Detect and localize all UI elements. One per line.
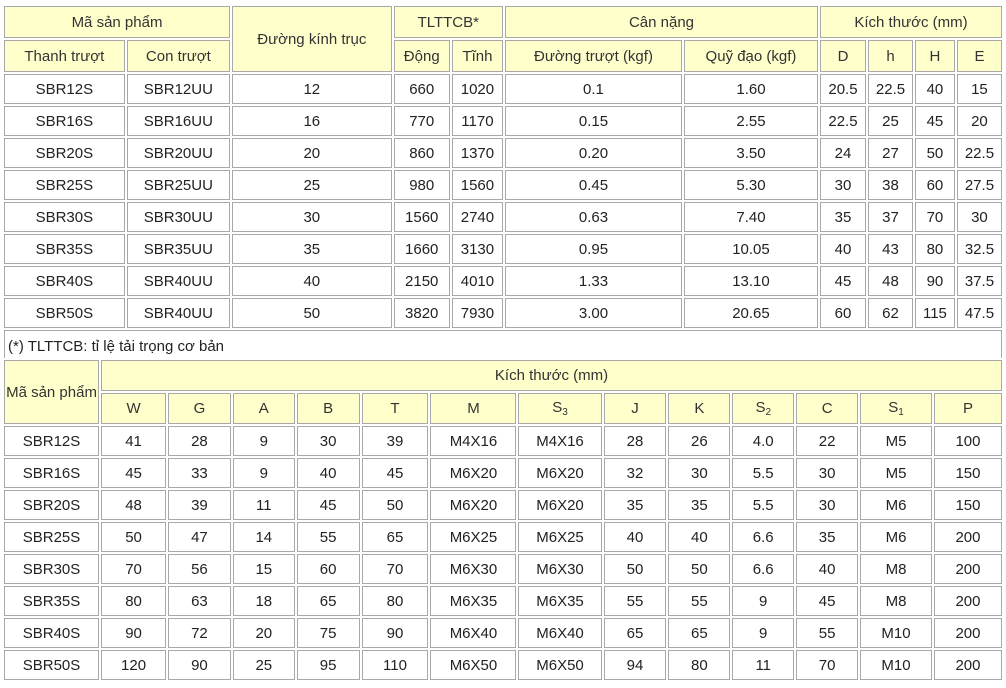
cell-p: 200	[934, 618, 1002, 648]
cell-h: 60	[915, 170, 955, 200]
cell-m: M6X50	[430, 650, 516, 680]
cell-k: 55	[668, 586, 730, 616]
cell-shaft: 50	[232, 298, 392, 328]
cell-p: 100	[934, 426, 1002, 456]
cell-m: M6X40	[430, 618, 516, 648]
cell-stat: 3130	[452, 234, 503, 264]
header-dim-S3-subscript: 3	[562, 407, 568, 418]
cell-s1: M6	[860, 522, 932, 552]
cell-code: SBR16S	[4, 458, 99, 488]
header-rail: Thanh trượt	[4, 40, 125, 72]
cell-block: SBR30UU	[127, 202, 230, 232]
cell-m: M6X30	[430, 554, 516, 584]
cell-t: 110	[362, 650, 429, 680]
cell-rail: SBR12S	[4, 74, 125, 104]
cell-w: 90	[101, 618, 166, 648]
cell-a: 11	[233, 490, 295, 520]
cell-shaft: 35	[232, 234, 392, 264]
header-dim-S1-subscript: 1	[898, 407, 904, 418]
cell-c: 70	[796, 650, 858, 680]
cell-shaft: 30	[232, 202, 392, 232]
cell-j: 28	[604, 426, 667, 456]
cell-shaft: 20	[232, 138, 392, 168]
cell-g: 28	[168, 426, 231, 456]
cell-h: 43	[868, 234, 913, 264]
header-dim-C: C	[796, 393, 858, 424]
cell-j: 50	[604, 554, 667, 584]
cell-block: SBR35UU	[127, 234, 230, 264]
cell-c: 40	[796, 554, 858, 584]
cell-g: 90	[168, 650, 231, 680]
cell-t: 50	[362, 490, 429, 520]
cell-a: 18	[233, 586, 295, 616]
cell-w: 48	[101, 490, 166, 520]
cell-dyn: 860	[394, 138, 450, 168]
cell-w-rail: 10.05	[684, 234, 818, 264]
cell-m: M4X16	[430, 426, 516, 456]
cell-j: 94	[604, 650, 667, 680]
cell-a: 20	[233, 618, 295, 648]
cell-p: 200	[934, 586, 1002, 616]
header-dim-T: T	[362, 393, 429, 424]
spec-table-body	[4, 74, 1002, 328]
cell-w-rail: 5.30	[684, 170, 818, 200]
cell-w: 120	[101, 650, 166, 680]
cell-j: 65	[604, 618, 667, 648]
table-row	[4, 650, 1002, 680]
cell-shaft: 12	[232, 74, 392, 104]
cell-b: 45	[297, 490, 360, 520]
cell-stat: 2740	[452, 202, 503, 232]
cell-w-block: 3.00	[505, 298, 682, 328]
cell-w: 70	[101, 554, 166, 584]
cell-e: 22.5	[957, 138, 1002, 168]
cell-dyn: 2150	[394, 266, 450, 296]
header-dim-B: B	[297, 393, 360, 424]
header-dim-h: h	[868, 40, 913, 72]
cell-b: 55	[297, 522, 360, 552]
cell-w-block: 0.15	[505, 106, 682, 136]
cell-s2: 5.5	[732, 490, 794, 520]
cell-s3: M6X20	[518, 458, 601, 488]
cell-c: 35	[796, 522, 858, 552]
cell-s2: 9	[732, 618, 794, 648]
cell-a: 15	[233, 554, 295, 584]
cell-s3: M6X20	[518, 490, 601, 520]
cell-w: 41	[101, 426, 166, 456]
cell-d: 60	[820, 298, 866, 328]
cell-s1: M6	[860, 490, 932, 520]
cell-rail: SBR20S	[4, 138, 125, 168]
cell-w-rail: 13.10	[684, 266, 818, 296]
cell-p: 200	[934, 650, 1002, 680]
cell-h: 45	[915, 106, 955, 136]
header-dim-A: A	[233, 393, 295, 424]
cell-a: 25	[233, 650, 295, 680]
cell-code: SBR35S	[4, 586, 99, 616]
cell-stat: 1020	[452, 74, 503, 104]
cell-s2: 4.0	[732, 426, 794, 456]
cell-d: 45	[820, 266, 866, 296]
table-row	[4, 234, 1002, 264]
cell-dyn: 3820	[394, 298, 450, 328]
header-dim-E: E	[957, 40, 1002, 72]
dimension-table	[2, 358, 1004, 682]
cell-h: 38	[868, 170, 913, 200]
table-row	[4, 618, 1002, 648]
header-product-code: Mã sản phẩm	[4, 6, 230, 38]
cell-d: 24	[820, 138, 866, 168]
cell-c: 55	[796, 618, 858, 648]
header-dim-W: W	[101, 393, 166, 424]
cell-s1: M8	[860, 586, 932, 616]
cell-dyn: 1660	[394, 234, 450, 264]
cell-b: 40	[297, 458, 360, 488]
header-dimensions: Kích thước (mm)	[101, 360, 1002, 391]
cell-stat: 1370	[452, 138, 503, 168]
cell-code: SBR12S	[4, 426, 99, 456]
table-row	[4, 170, 1002, 200]
cell-m: M6X20	[430, 458, 516, 488]
cell-t: 80	[362, 586, 429, 616]
cell-t: 65	[362, 522, 429, 552]
cell-stat: 7930	[452, 298, 503, 328]
cell-p: 200	[934, 522, 1002, 552]
header-dim-S3	[518, 393, 601, 424]
cell-k: 50	[668, 554, 730, 584]
cell-w-rail: 1.60	[684, 74, 818, 104]
cell-dyn: 660	[394, 74, 450, 104]
cell-block: SBR20UU	[127, 138, 230, 168]
header-block: Con trượt	[127, 40, 230, 72]
cell-j: 32	[604, 458, 667, 488]
cell-t: 70	[362, 554, 429, 584]
cell-rail: SBR40S	[4, 266, 125, 296]
header-static: Tĩnh	[452, 40, 503, 72]
header-weight-rail: Quỹ đạo (kgf)	[684, 40, 818, 72]
cell-rail: SBR30S	[4, 202, 125, 232]
cell-a: 9	[233, 426, 295, 456]
header-shaft-diameter: Đường kính trục	[232, 6, 392, 72]
cell-e: 32.5	[957, 234, 1002, 264]
header-dim-H: H	[915, 40, 955, 72]
cell-w-rail: 2.55	[684, 106, 818, 136]
cell-d: 20.5	[820, 74, 866, 104]
table-row	[4, 106, 1002, 136]
header-product-code: Mã sản phẩm	[4, 360, 99, 424]
cell-block: SBR16UU	[127, 106, 230, 136]
cell-code: SBR25S	[4, 522, 99, 552]
cell-d: 22.5	[820, 106, 866, 136]
cell-s2: 11	[732, 650, 794, 680]
cell-code: SBR20S	[4, 490, 99, 520]
header-weight-block: Đường trượt (kgf)	[505, 40, 682, 72]
header-dim-P: P	[934, 393, 1002, 424]
cell-s3: M6X40	[518, 618, 601, 648]
cell-e: 47.5	[957, 298, 1002, 328]
cell-shaft: 16	[232, 106, 392, 136]
cell-m: M6X25	[430, 522, 516, 552]
cell-dyn: 770	[394, 106, 450, 136]
header-dim-M: M	[430, 393, 516, 424]
cell-rail: SBR35S	[4, 234, 125, 264]
cell-block: SBR25UU	[127, 170, 230, 200]
cell-h: 115	[915, 298, 955, 328]
cell-k: 40	[668, 522, 730, 552]
cell-s3: M6X35	[518, 586, 601, 616]
cell-e: 30	[957, 202, 1002, 232]
cell-dyn: 1560	[394, 202, 450, 232]
cell-s3: M6X50	[518, 650, 601, 680]
cell-dyn: 980	[394, 170, 450, 200]
cell-c: 30	[796, 458, 858, 488]
cell-w-block: 0.63	[505, 202, 682, 232]
cell-s2: 6.6	[732, 522, 794, 552]
header-dim-J: J	[604, 393, 667, 424]
cell-w-rail: 7.40	[684, 202, 818, 232]
cell-stat: 1560	[452, 170, 503, 200]
cell-g: 63	[168, 586, 231, 616]
cell-block: SBR40UU	[127, 298, 230, 328]
header-dim-S2-letter: S	[755, 399, 766, 416]
cell-s2: 9	[732, 586, 794, 616]
cell-s3: M4X16	[518, 426, 601, 456]
cell-h: 90	[915, 266, 955, 296]
header-dim-S2-subscript: 2	[765, 407, 772, 418]
cell-s3: M6X30	[518, 554, 601, 584]
cell-rail: SBR50S	[4, 298, 125, 328]
cell-h: 50	[915, 138, 955, 168]
table-row	[4, 490, 1002, 520]
spec-table	[2, 4, 1004, 364]
dimension-table-body	[4, 426, 1002, 680]
table-row	[4, 202, 1002, 232]
cell-h: 40	[915, 74, 955, 104]
cell-c: 45	[796, 586, 858, 616]
cell-e: 20	[957, 106, 1002, 136]
cell-g: 47	[168, 522, 231, 552]
cell-stat: 4010	[452, 266, 503, 296]
cell-w-block: 0.45	[505, 170, 682, 200]
table-row	[4, 298, 1002, 328]
table-row	[4, 74, 1002, 104]
table-row	[4, 554, 1002, 584]
cell-g: 39	[168, 490, 231, 520]
cell-h: 48	[868, 266, 913, 296]
cell-k: 65	[668, 618, 730, 648]
header-dim-K: K	[668, 393, 730, 424]
cell-b: 30	[297, 426, 360, 456]
cell-d: 35	[820, 202, 866, 232]
cell-c: 30	[796, 490, 858, 520]
cell-w-block: 0.95	[505, 234, 682, 264]
header-dim-S1-letter: S	[888, 399, 899, 416]
cell-h: 25	[868, 106, 913, 136]
cell-k: 80	[668, 650, 730, 680]
table-row	[4, 266, 1002, 296]
cell-code: SBR50S	[4, 650, 99, 680]
cell-s1: M10	[860, 650, 932, 680]
cell-c: 22	[796, 426, 858, 456]
header-dim-G: G	[168, 393, 231, 424]
cell-m: M6X20	[430, 490, 516, 520]
cell-m: M6X35	[430, 586, 516, 616]
cell-p: 150	[934, 458, 1002, 488]
cell-b: 60	[297, 554, 360, 584]
cell-j: 40	[604, 522, 667, 552]
header-dim-D: D	[820, 40, 866, 72]
cell-h: 80	[915, 234, 955, 264]
cell-p: 150	[934, 490, 1002, 520]
header-dim-S3-letter: S	[552, 399, 563, 416]
cell-t: 45	[362, 458, 429, 488]
cell-code: SBR40S	[4, 618, 99, 648]
cell-w: 50	[101, 522, 166, 552]
cell-a: 9	[233, 458, 295, 488]
cell-b: 75	[297, 618, 360, 648]
cell-h: 70	[915, 202, 955, 232]
cell-s3: M6X25	[518, 522, 601, 552]
cell-j: 55	[604, 586, 667, 616]
cell-b: 95	[297, 650, 360, 680]
cell-g: 72	[168, 618, 231, 648]
table-row	[4, 586, 1002, 616]
table-row	[4, 522, 1002, 552]
cell-s2: 6.6	[732, 554, 794, 584]
cell-s2: 5.5	[732, 458, 794, 488]
cell-w-rail: 3.50	[684, 138, 818, 168]
cell-shaft: 25	[232, 170, 392, 200]
table-row	[4, 426, 1002, 456]
cell-w: 45	[101, 458, 166, 488]
header-dim-S2	[732, 393, 794, 424]
cell-d: 40	[820, 234, 866, 264]
cell-k: 35	[668, 490, 730, 520]
header-weight: Cân nặng	[505, 6, 818, 38]
cell-a: 14	[233, 522, 295, 552]
cell-s1: M5	[860, 458, 932, 488]
cell-block: SBR40UU	[127, 266, 230, 296]
cell-k: 26	[668, 426, 730, 456]
cell-w-block: 0.20	[505, 138, 682, 168]
cell-d: 30	[820, 170, 866, 200]
header-dynamic: Động	[394, 40, 450, 72]
cell-t: 90	[362, 618, 429, 648]
cell-h: 62	[868, 298, 913, 328]
cell-block: SBR12UU	[127, 74, 230, 104]
table-row	[4, 138, 1002, 168]
header-tlttcb: TLTTCB*	[394, 6, 503, 38]
cell-g: 56	[168, 554, 231, 584]
cell-h: 27	[868, 138, 913, 168]
cell-w-rail: 20.65	[684, 298, 818, 328]
cell-w: 80	[101, 586, 166, 616]
table-footnote: (*) TLTTCB: tỉ lệ tải trọng cơ bản	[4, 330, 1002, 362]
cell-e: 15	[957, 74, 1002, 104]
cell-w-block: 0.1	[505, 74, 682, 104]
cell-s1: M5	[860, 426, 932, 456]
cell-p: 200	[934, 554, 1002, 584]
cell-g: 33	[168, 458, 231, 488]
cell-e: 27.5	[957, 170, 1002, 200]
cell-t: 39	[362, 426, 429, 456]
cell-rail: SBR25S	[4, 170, 125, 200]
cell-h: 22.5	[868, 74, 913, 104]
cell-s1: M8	[860, 554, 932, 584]
table-row	[4, 458, 1002, 488]
cell-stat: 1170	[452, 106, 503, 136]
cell-shaft: 40	[232, 266, 392, 296]
cell-k: 30	[668, 458, 730, 488]
cell-j: 35	[604, 490, 667, 520]
cell-h: 37	[868, 202, 913, 232]
header-dim-S1	[860, 393, 932, 424]
header-dimensions: Kích thước (mm)	[820, 6, 1002, 38]
cell-code: SBR30S	[4, 554, 99, 584]
cell-w-block: 1.33	[505, 266, 682, 296]
cell-b: 65	[297, 586, 360, 616]
cell-e: 37.5	[957, 266, 1002, 296]
cell-rail: SBR16S	[4, 106, 125, 136]
cell-s1: M10	[860, 618, 932, 648]
